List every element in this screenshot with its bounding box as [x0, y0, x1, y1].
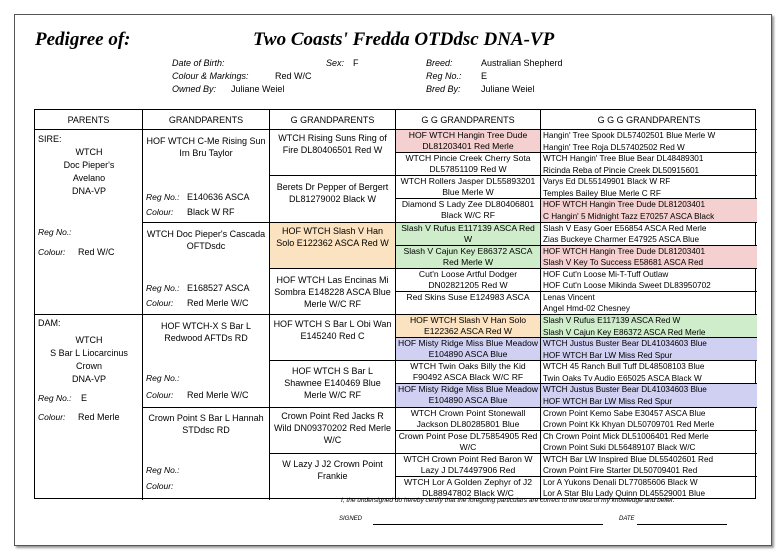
sex-label: Sex: [326, 58, 345, 68]
sire-reg-label: Reg No.: [38, 227, 72, 237]
header-grandparents: GRANDPARENTS [143, 110, 270, 130]
g-grandparent-cell: HOF WTCH S Bar L Obi Wan E145240 Red C [270, 315, 396, 361]
ggg-grandparent-pair [541, 130, 757, 153]
ggg-grandparent-entry: Crown Point Suki DL56489107 Black W/C [543, 443, 696, 453]
ggg-grandparent-entry: Slash V Cajun Key E86372 ASCA Red Merle [541, 327, 757, 339]
sire-cell [35, 130, 143, 315]
ggg-grandparent-entry: Crown Point Fire Starter DL50709401 Red [543, 466, 698, 476]
g-grandparent-cell: Crown Point Red Jacks R Wild DN09370202 Red Merle W/C [270, 408, 396, 454]
grandparent-cell [143, 315, 270, 408]
gg-grandparent-cell: Crown Point Pose DL75854905 Red W/C [396, 431, 541, 454]
signed-label: SIGNED [339, 516, 363, 522]
gg-grandparent-cell: HOF Misty Ridge Miss Blue Meadow E104890 ASCA Blue [396, 338, 541, 361]
dam-name: WTCH S Bar L Liocarcinus Crown DNA-VP [50, 335, 128, 384]
ggg-grandparent-entry: C Hangin' 5 Midnight Tazz E70257 ASCA Black [541, 211, 757, 223]
ggg-grandparent-entry: Angel Hmd-02 Chesney [543, 304, 630, 314]
gg-grandparent-cell: WTCH Crown Point Red Baron W Lazy J DL74497906 Red [396, 454, 541, 477]
ggg-grandparent-entry: Slash V Easy Goer E56854 ASCA Red Merle [543, 223, 707, 233]
g-grandparent-cell: HOF WTCH Slash V Han Solo E122362 ASCA Red W [270, 223, 396, 269]
breed-label: Breed: [426, 58, 453, 68]
colour-markings-label: Colour & Markings: [172, 71, 249, 81]
grandparent-reg-value: E140636 ASCA [187, 192, 250, 202]
ggg-grandparent-entry: Crown Point Kk Khyan DL50709701 Red Merle [543, 420, 715, 430]
gg-grandparent-cell: WTCH Crown Point Stonewall Jackson DL80285801 Blue [396, 408, 541, 431]
grandparent-colour-label: Colour: [146, 298, 174, 308]
gg-grandparent-cell: Cut'n Loose Artful Dodger DN02821205 Red W [396, 269, 541, 292]
sire-colour-label: Colour: [38, 247, 66, 257]
ggg-grandparent-pair [541, 454, 757, 477]
pedigree-page [14, 14, 772, 546]
ggg-grandparent-pair [541, 223, 757, 246]
grandparent-colour-label: Colour: [146, 390, 174, 400]
ggg-grandparent-entry: Hangin' Tree Spook DL57402501 Blue Merle W [543, 131, 716, 140]
grandparent-colour-value: Red Merle W/C [187, 390, 249, 400]
pedigree-of-label: Pedigree of: [35, 29, 131, 50]
grandparent-name: Crown Point S Bar L Hannah STDdsc RD [148, 413, 264, 435]
ggg-grandparent-pair [541, 176, 757, 199]
gg-grandparent-cell: Red Skins Suse E124983 ASCA [396, 292, 541, 315]
g-grandparent-cell: Berets Dr Pepper of Bergert DL81279002 Black W [270, 176, 396, 223]
dam-cell [35, 315, 143, 500]
grandparent-name: WTCH Doc Pieper's Cascada OFTDsdc [146, 229, 266, 251]
sire-role-label: SIRE: [38, 134, 62, 144]
certification-text: I, the undersigned do hereby certify that the foregoing particulars are correct to the best of my knowledge and belief. [341, 497, 675, 504]
grandparent-reg-label: Reg No.: [146, 465, 180, 475]
dam-role-label: DAM: [38, 318, 61, 328]
gg-grandparent-cell: WTCH Pincie Creek Cherry Sota DL57851109 Red W [396, 153, 541, 176]
grandparent-reg-label: Reg No.: [146, 373, 180, 383]
grandparent-cell [143, 223, 270, 315]
ggg-grandparent-entry: Lenas Vincent [543, 292, 595, 302]
gg-grandparent-cell: Slash V Cajun Key E86372 ASCA Red Merle W [396, 246, 541, 269]
ggg-grandparent-entry: Zias Buckeye Charmer E47925 ASCA Blue [543, 235, 700, 245]
ggg-grandparent-entry: Slash V Rufus E117139 ASCA Red W [541, 315, 757, 327]
gg-grandparent-cell: HOF WTCH Slash V Han Solo E122362 ASCA Red W [396, 315, 541, 338]
gg-grandparent-cell: Slash V Rufus E117139 ASCA Red W [396, 223, 541, 246]
gg-grandparent-cell: WTCH Rollers Jasper DL55893201 Blue Merle W [396, 176, 541, 199]
ggg-grandparent-entry: WTCH 45 Ranch Bull Tuff DL48508103 Blue [543, 362, 705, 372]
gg-grandparent-cell: Diamond S Lady Zee DL80406801 Black W/C RF [396, 199, 541, 222]
pedigree-table [34, 109, 756, 499]
grandparent-name: HOF WTCH-X S Bar L Redwood AFTDs RD [160, 321, 251, 343]
ggg-grandparent-entry: Lor A Star Blu Lady Quinn DL45529001 Blue [543, 489, 706, 499]
ggg-grandparent-entry: WTCH Bar LW Inspired Blue DL55402601 Red [543, 454, 714, 464]
ggg-grandparent-entry: HOF WTCH Hangin Tree Dude DL81203401 [541, 246, 757, 258]
ggg-grandparent-pair [541, 315, 757, 338]
ggg-grandparent-entry: Twin Oaks Tv Audio E65025 ASCA Black W [543, 373, 702, 383]
bred-by-value: Juliane Weiel [481, 84, 535, 94]
ggg-grandparent-entry: Ch Crown Point Mick DL51006401 Red Merle [543, 431, 709, 441]
header-gg-grandparents: G G GRANDPARENTS [396, 110, 541, 130]
header-parents: PARENTS [35, 110, 143, 130]
ggg-grandparent-pair [541, 269, 757, 292]
ggg-grandparent-pair [541, 246, 757, 269]
grandparent-colour-value: Black W RF [187, 207, 235, 217]
date-line[interactable] [637, 524, 727, 525]
header-g-grandparents: G GRANDPARENTS [270, 110, 396, 130]
grandparent-reg-value: E168527 ASCA [187, 283, 250, 293]
ggg-grandparent-pair [541, 153, 757, 176]
bred-by-label: Bred By: [426, 84, 461, 94]
ggg-grandparent-pair [541, 408, 757, 431]
dog-name: Two Coasts' Fredda OTDdsc DNA-VP [253, 29, 555, 50]
date-label: DATE [619, 516, 635, 522]
sex-value: F [353, 58, 359, 68]
ggg-grandparent-pair [541, 431, 757, 454]
ggg-grandparent-pair [541, 199, 757, 222]
reg-no-value: E [481, 71, 488, 81]
gg-grandparent-cell: HOF Misty Ridge Miss Blue Meadow E104890 ASCA Blue [396, 384, 541, 407]
ggg-grandparent-pair [541, 292, 757, 315]
ggg-grandparent-pair [541, 338, 757, 361]
grandparent-cell [143, 130, 270, 223]
dob-label: Date of Birth: [172, 58, 225, 68]
gg-grandparent-cell: WTCH Lor A Golden Zephyr of J2 DL88947802 Black W/C [396, 477, 541, 500]
sire-name: WTCH Doc Pieper's Avelano DNA-VP [63, 147, 115, 196]
grandparent-reg-label: Reg No.: [146, 192, 180, 202]
header-ggg-grandparents: G G G GRANDPARENTS [541, 110, 757, 130]
ggg-grandparent-entry: Temples Bailey Blue Merle C RF [543, 188, 661, 198]
ggg-grandparent-entry: WTCH Justus Buster Bear DL41034603 Blue [541, 384, 757, 396]
ggg-grandparent-entry: HOF WTCH Bar LW Miss Red Spur [541, 396, 757, 408]
breed-value: Australian Shepherd [481, 58, 563, 68]
g-grandparent-cell: W Lazy J J2 Crown Point Frankie [270, 454, 396, 500]
sire-colour-value: Red W/C [78, 247, 115, 257]
owned-by-label: Owned By: [172, 84, 217, 94]
ggg-grandparent-entry: HOF WTCH Hangin Tree Dude DL81203401 [541, 199, 757, 211]
grandparent-reg-label: Reg No.: [146, 283, 180, 293]
grandparent-cell [143, 408, 270, 500]
dam-colour-value: Red Merle [78, 412, 120, 422]
ggg-grandparent-entry: HOF Cut'n Loose Mi-T-Tuff Outlaw [543, 269, 669, 279]
reg-no-label: Reg No.: [426, 71, 462, 81]
gg-grandparent-cell: WTCH Twin Oaks Billy the Kid F90492 ASCA Black W/C RF [396, 361, 541, 384]
grandparent-colour-label: Colour: [146, 481, 174, 491]
ggg-grandparent-entry: HOF Cut'n Loose Mikinda Sweet DL83950702 [543, 281, 711, 291]
ggg-grandparent-entry: HOF WTCH Bar LW Miss Red Spur [541, 350, 757, 362]
g-grandparent-cell: WTCH Rising Suns Ring of Fire DL80406501 Red W [270, 130, 396, 176]
ggg-grandparent-entry: Crown Point Kemo Sabe E30457 ASCA Blue [543, 408, 706, 418]
colour-markings-value: Red W/C [275, 71, 312, 81]
signature-line[interactable] [373, 524, 603, 525]
ggg-grandparent-entry: Ricinda Reba of Pincie Creek DL50915601 [543, 165, 700, 175]
dam-reg-label: Reg No.: [38, 393, 72, 403]
ggg-grandparent-entry: WTCH Justus Buster Bear DL41034603 Blue [541, 338, 757, 350]
g-grandparent-cell: HOF WTCH S Bar L Shawnee E140469 Blue Merle W/C RF [270, 361, 396, 408]
ggg-grandparent-entry: Varys Ed DL55149901 Black W RF [543, 177, 671, 187]
dam-colour-label: Colour: [38, 412, 66, 422]
ggg-grandparent-entry: Slash V Key To Success E58681 ASCA Red [541, 257, 757, 269]
grandparent-colour-label: Colour: [146, 207, 174, 217]
gg-grandparent-cell: HOF WTCH Hangin Tree Dude DL81203401 Red Merle [396, 130, 541, 153]
grandparent-name: HOF WTCH C-Me Rising Sun Irn Bru Taylor [146, 136, 266, 158]
ggg-grandparent-entry: Hangin' Tree Roja DL57402502 Red W [543, 142, 685, 152]
g-grandparent-cell: HOF WTCH Las Encinas Mi Sombra E148228 ASCA Blue Merle W/C RF [270, 269, 396, 315]
ggg-grandparent-entry: WTCH Hangin' Tree Blue Bear DL48489301 [543, 154, 704, 164]
ggg-grandparent-pair [541, 361, 757, 384]
owned-by-value: Juliane Weiel [231, 84, 285, 94]
ggg-grandparent-pair [541, 384, 757, 407]
ggg-grandparent-entry: Lor A Yukons Denali DL77085606 Black W [543, 477, 698, 487]
dam-reg-value: E [81, 393, 88, 403]
grandparent-colour-value: Red Merle W/C [187, 298, 249, 308]
